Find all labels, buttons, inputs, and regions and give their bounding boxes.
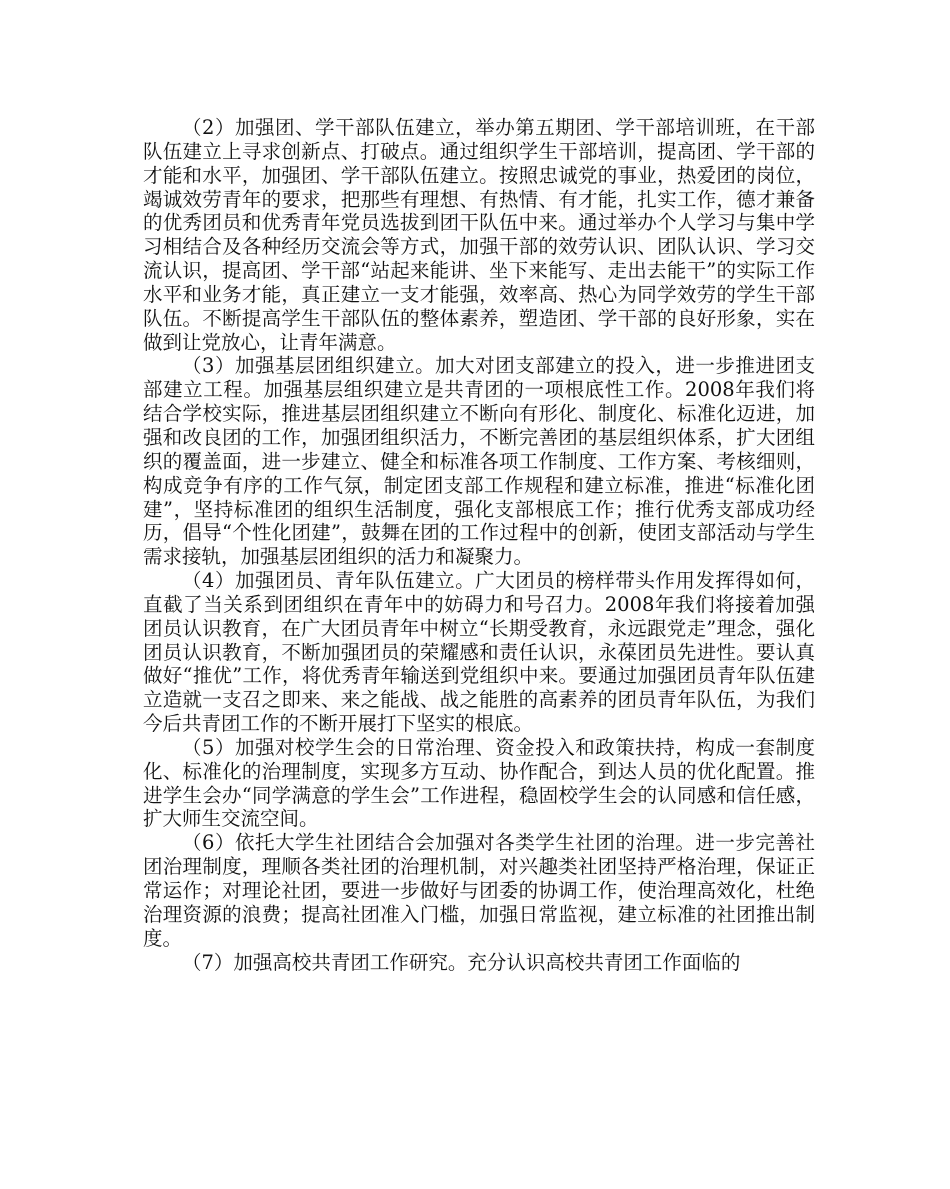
document-body xyxy=(143,116,815,974)
paragraph-4-member-youth-team: （4）加强团员、青年队伍建立。广大团员的榜样带头作用发挥得如何，直截了当关系到团组织在青年中的妨碍力和号召力。2008年我们将接着加强团员认识教育，在广大团员青年中树立“长期受教育，永远跟党走”理念，强化团员认识教育，不断加强团员的荣耀感和责任认识，永葆团员先进性。要认真做好“推优”工作，将优秀青年输送到党组织中来。要通过加强团员青年队伍建立造就一支召之即来、来之能战、战之能胜的高素养的团员青年队伍，为我们今后共青团工作的不断开展打下坚实的根底。 xyxy=(143,569,815,736)
paragraph-7-league-research: （7）加强高校共青团工作研究。充分认识高校共青团工作面临的 xyxy=(182,950,741,974)
paragraph-5-student-union: （5）加强对校学生会的日常治理、资金投入和政策扶持，构成一套制度化、标准化的治理制度，实现多方互动、协作配合，到达人员的优化配置。推进学生会办“同学满意的学生会”工作进程，稳固校学生会的认同感和信任感，扩大师生交流空间。 xyxy=(143,735,815,831)
paragraph-6-student-societies: （6）依托大学生社团结合会加强对各类学生社团的治理。进一步完善社团治理制度，理顺各类社团的治理机制，对兴趣类社团坚持严格治理，保证正常运作；对理论社团，要进一步做好与团委的协调工作，使治理高效化，杜绝治理资源的浪费；提高社团准入门槛，加强日常监视，建立标准的社团推出制度。 xyxy=(143,831,815,950)
paragraph-2-cadre-team: （2）加强团、学干部队伍建立，举办第五期团、学干部培训班，在干部队伍建立上寻求创新点、打破点。通过组织学生干部培训，提高团、学干部的才能和水平，加强团、学干部队伍建立。按照忠诚党的事业，热爱团的岗位，竭诚效劳青年的要求，把那些有理想、有热情、有才能，扎实工作，德才兼备的优秀团员和优秀青年党员选拔到团干队伍中来。通过举办个人学习与集中学习相结合及各种经历交流会等方式，加强干部的效劳认识、团队认识、学习交流认识，提高团、学干部“站起来能讲、坐下来能写、走出去能干”的实际工作水平和业务才能，真正建立一支才能强，效率高、热心为同学效劳的学生干部队伍。不断提高学生干部队伍的整体素养，塑造团、学干部的良好形象，实在做到让党放心，让青年满意。 xyxy=(143,116,815,354)
paragraph-3-grassroots-organization: （3）加强基层团组织建立。加大对团支部建立的投入，进一步推进团支部建立工程。加强基层组织建立是共青团的一项根底性工作。2008年我们将结合学校实际，推进基层团组织建立不断向有形化、制度化、标准化迈进，加强和改良团的工作，加强团组织活力，不断完善团的基层组织体系，扩大团组织的覆盖面，进一步建立、健全和标准各项工作制度、工作方案、考核细则，构成竞争有序的工作气氛，制定团支部工作规程和建立标准，推进“标准化团建”，坚持标准团的组织生活制度，强化支部根底工作；推行优秀支部成功经历，倡导“个性化团建”，鼓舞在团的工作过程中的创新，使团支部活动与学生需求接轨，加强基层团组织的活力和凝聚力。 xyxy=(143,354,815,569)
